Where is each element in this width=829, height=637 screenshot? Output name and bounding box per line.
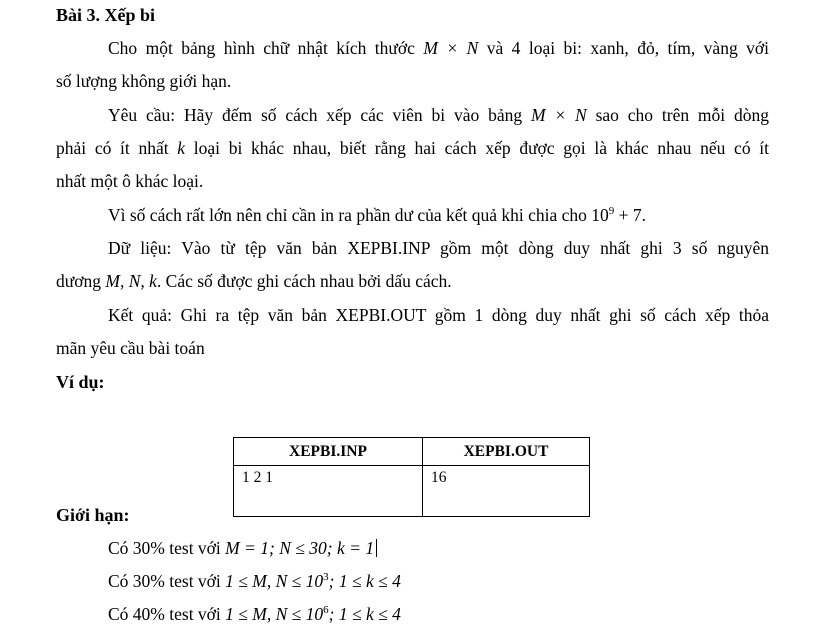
text-line: Dữ liệu: Vào từ tệp văn bản XEPBI.INP gồm một dòng duy nhất ghi 3 số nguyên [108, 238, 769, 258]
text-line: mãn yêu cầu bài toán [56, 338, 205, 358]
example-table [233, 437, 590, 517]
text-cursor [376, 539, 377, 557]
table-cell-output: 16 [423, 466, 590, 517]
limits-label: Giới hạn: [56, 505, 130, 525]
text-line: nhất một ô khác loại. [56, 171, 204, 191]
paragraph-requirement [56, 99, 769, 198]
text-line: Kết quả: Ghi ra tệp văn bản XEPBI.OUT gồm 1 dòng duy nhất ghi số cách xếp thỏa [108, 305, 769, 325]
text-line: Yêu cầu: Hãy đếm số cách xếp các viên bi vào bảng M × N sao cho trên mỗi dòng [108, 105, 769, 125]
limit-line: Có 40% test với 1 ≤ M, $N \le 10^6$; 1 ≤ k ≤ 4 [108, 604, 401, 624]
limit-line: Có 30% test với 1 ≤ M, $N \le 10^3$; 1 ≤ k ≤ 4 [108, 571, 401, 591]
text-line: phải có ít nhất k loại bi khác nhau, biết rằng hai cách xếp được gọi là khác nhau nếu có ít [56, 138, 769, 158]
paragraph-output-spec [56, 299, 769, 365]
table-header-output: XEPBI.OUT [423, 438, 590, 466]
text-line: số lượng không giới hạn. [56, 71, 232, 91]
paragraph-input-spec [56, 232, 769, 298]
example-label: Ví dụ: [56, 372, 105, 392]
table-header-input: XEPBI.INP [234, 438, 423, 466]
text-line: dương M, N, k. Các số được ghi cách nhau bởi dấu cách. [56, 271, 452, 291]
problem-title: Bài 3. Xếp bi [56, 5, 156, 25]
table-cell-input: 1 2 1 [234, 466, 423, 517]
text-line: Cho một bảng hình chữ nhật kích thước M × N và 4 loại bi: xanh, đỏ, tím, vàng với [108, 38, 769, 58]
text-line: Vì số cách rất lớn nên chỉ cần in ra phần dư của kết quả khi chia cho $10^9 + 7$. [108, 205, 647, 225]
limit-line: Có 30% test với M = 1; N ≤ 30; k = 1 [108, 532, 377, 565]
paragraph-modulo [56, 199, 769, 232]
paragraph-board-description [56, 32, 769, 98]
